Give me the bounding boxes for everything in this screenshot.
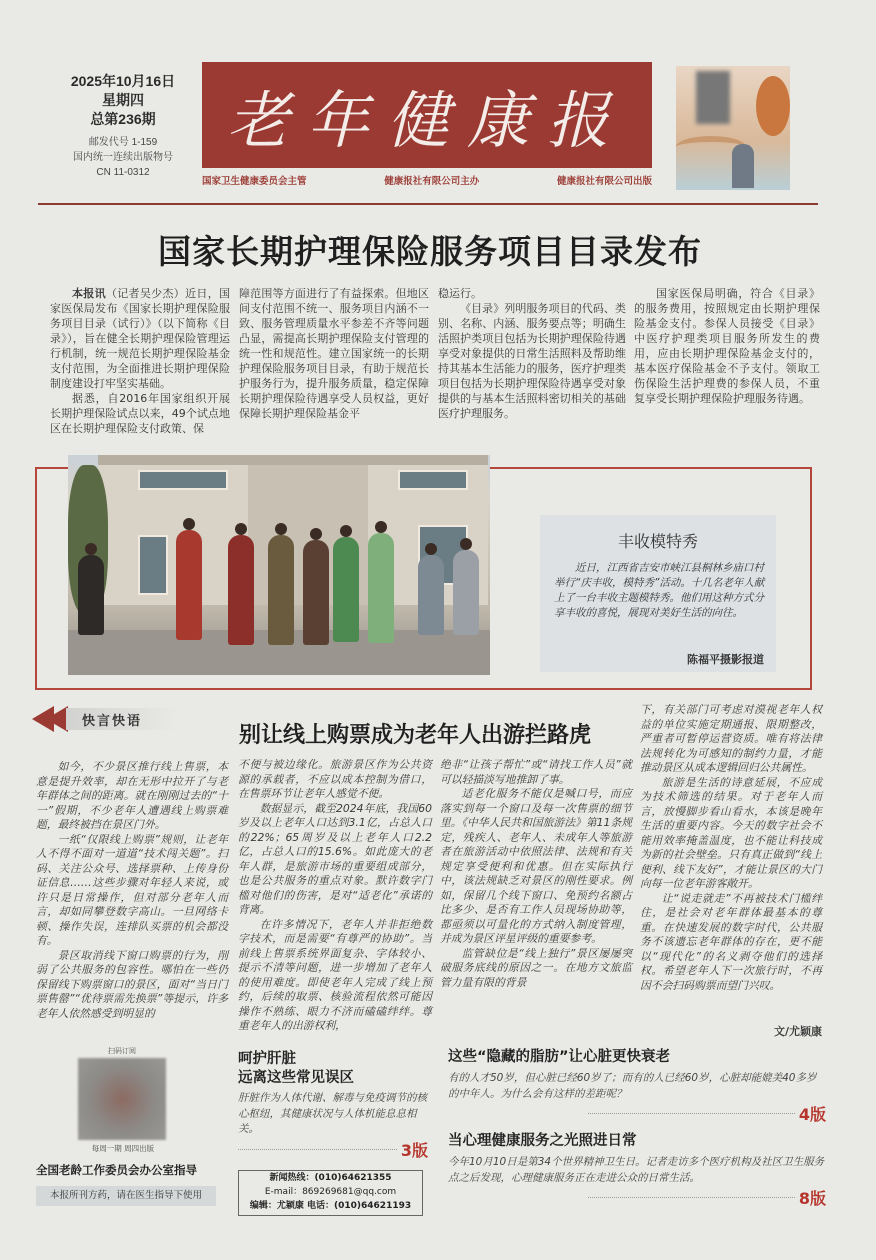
teaser-title: 当心理健康服务之光照进日常 bbox=[448, 1133, 637, 1149]
qr-bottom-label: 每周一期 周四出版 bbox=[91, 1144, 155, 1153]
editor-contact: 编辑：尤颖康 电话：(010)64621193 bbox=[249, 1201, 412, 1211]
page-reference: 4版 bbox=[798, 1105, 826, 1124]
photo-caption-box bbox=[540, 515, 776, 672]
dateline: 本报讯 bbox=[72, 287, 106, 300]
paragraph bbox=[438, 301, 626, 421]
ad-blurred-qr bbox=[696, 71, 730, 124]
masthead-rule bbox=[38, 203, 818, 205]
paragraph bbox=[634, 286, 820, 406]
paragraph bbox=[438, 286, 626, 301]
photo-frame-bottom bbox=[35, 688, 812, 690]
lead-headline: 国家长期护理保险服务项目目录发布 bbox=[158, 232, 702, 271]
issue-weekday: 星期四 bbox=[102, 92, 144, 108]
paragraph bbox=[239, 286, 429, 421]
guidance-text: 全国老龄工作委员会办公室指导 bbox=[36, 1163, 197, 1177]
opinion-column-4 bbox=[640, 703, 822, 993]
masthead-banner bbox=[202, 62, 652, 168]
paragraph-text: （记者吴少杰）近日，国家医保局发布《国家长期护理保险服务项目目录（试行）》（以下简称《目录》），旨在健全长期护理保险管理运行机制，统一规范长期护理保险基金支付范围，为全面推进长期护理保险制度建设打牢坚实基础。 bbox=[50, 287, 231, 390]
photo-credit: 陈福平摄影报道 bbox=[687, 653, 764, 666]
paragraph bbox=[640, 703, 822, 776]
paragraph-text: 绝非“让孩子帮忙”或“请找工作人员”就可以轻描淡写地推卸了事。 bbox=[440, 758, 632, 786]
subscribe-qr-code[interactable] bbox=[78, 1058, 166, 1140]
paragraph bbox=[640, 892, 822, 994]
opinion-byline: 文/尤颖康 bbox=[773, 1025, 822, 1038]
opinion-column-1 bbox=[36, 760, 228, 1021]
paragraph bbox=[36, 833, 228, 949]
teaser-title-line-1: 呵护肝脏 bbox=[238, 1051, 296, 1067]
ad-tree bbox=[756, 76, 790, 136]
paragraph bbox=[50, 286, 230, 391]
paragraph-text: 《目录》列明服务项目的代码、类别、名称、内涵、服务要点等；明确生活照护类项目包括为长期护理保险待遇享受对象提供的日常生活照料及帮助维持其基本生活能力的服务，医疗护理类项目包括为长期护理保险待遇享受对象提供的与基本生活照料密切相关的基础医疗护理服务。 bbox=[438, 302, 626, 420]
paragraph-text: 旅游是生活的诗意延展，不应成为技术筛选的结果。对于老年人而言，放慢脚步看山看水，本该是晚年生活的重要内容。今天的数字社会不能用效率掩盖温度，也不能让科技成为新的社会壁垒。只有真正做到“线上便利、线下友好”，才能让景区的大门向每一位老年游客敞开。 bbox=[640, 775, 822, 890]
lead-column-1 bbox=[50, 286, 230, 436]
paragraph-text: 在许多情况下，老年人并非拒绝数字技术，而是需要“有尊严的协助”。当前线上售票系统界面复杂、字体较小、提示不清等问题，进一步增加了老年人的使用难度。即使老年人完成了线上预约，后续的取票、核验流程依然可能因操作不熟练、眼力不济而磕磕绊绊。尊重老年人的出游权利， bbox=[238, 917, 432, 1032]
paragraph-text: 监管缺位是“线上独行”景区屡屡突破服务底线的原因之一。在地方文旅监管力量有限的背景 bbox=[440, 946, 632, 989]
paragraph-text: 国家医保局明确，符合《目录》的服务费用，按照规定由长期护理保险基金支付。参保人员接受《目录》中医疗护理类项目服务所发生的费用，应由长期护理保险基金支付的，基本医疗保险基金不予支付。领取工伤保险生活护理费的参保人员，不重复享受长期护理保险护理服务待遇。 bbox=[634, 287, 820, 405]
paragraph-text: 障范围等方面进行了有益探索。但地区间支付范围不统一、服务项目内涵不一致、服务管理质量水平参差不齐等问题凸显，需提高长期护理保险支付管理的统一性和规范性。建立国家统一的长期护理保险服务项目目录，有助于规范长护服务行为，提升服务质量，稳定保障长期护理保险待遇享受人员权益，更好保障长期护理保险基金平 bbox=[239, 287, 429, 420]
photo-frame-left bbox=[35, 467, 37, 690]
teaser-mental-health[interactable] bbox=[448, 1132, 826, 1209]
opinion-column-2 bbox=[238, 758, 432, 1034]
ad-elderly-couple bbox=[732, 144, 754, 188]
qr-top-label: 扫码订阅 bbox=[108, 1047, 136, 1055]
teaser-liver[interactable] bbox=[238, 1050, 428, 1161]
lead-column-4 bbox=[634, 286, 820, 406]
paragraph bbox=[238, 918, 432, 1034]
teaser-text: 肝脏作为人体代谢、解毒与免疫调节的核心枢纽，其健康状况与人体机能息息相关。 bbox=[238, 1092, 427, 1135]
opinion-column-3 bbox=[440, 758, 632, 990]
paragraph-text: 稳运行。 bbox=[438, 287, 482, 300]
opinion-headline: 别让线上购票成为老年人出游拦路虎 bbox=[238, 723, 591, 748]
sponsor-supervisor: 国家卫生健康委员会主管 bbox=[202, 176, 307, 187]
paragraph bbox=[238, 758, 432, 802]
teaser-heart[interactable] bbox=[448, 1048, 826, 1125]
paragraph bbox=[238, 802, 432, 918]
postal-code: 邮发代号 1-159 bbox=[88, 137, 158, 148]
sponsors bbox=[202, 173, 652, 187]
page-reference: 3版 bbox=[400, 1140, 428, 1160]
paragraph bbox=[440, 758, 632, 787]
paragraph-text: 数据显示，截至2024年底，我国60岁及以上老年人口达到3.1亿，占总人口的22%；65周岁及以上老年人口2.2亿，占总人口的15.6%。如此庞大的老年人群，是旅游市场的重要组成部分，也是公共服务的重点对象。默许数字门槛对他们的伤害，是对“适老化”承诺的背离。 bbox=[238, 801, 432, 916]
photo-frame-right bbox=[810, 467, 812, 690]
teaser-title: 这些“隐藏的脂肪”让心脏更快衰老 bbox=[448, 1049, 671, 1065]
paragraph-text: 景区取消线下窗口购票的行为，削弱了公共服务的包容性。哪怕在一些仍保留线下购票窗口的景区，面对“当日门票售罄”“优待票需先换票”等提示，许多老年人依然感受到明显的 bbox=[36, 948, 228, 1020]
lead-column-3 bbox=[438, 286, 626, 421]
sponsor-host: 健康报社有限公司主办 bbox=[384, 176, 480, 187]
contact-box bbox=[238, 1170, 423, 1216]
paragraph-text: 下，有关部门可考虑对漠视老年人权益的单位实施定期通报、限期整改，严重者可暂停运营资质。唯有将法律法规转化为可感知的制约力量，才能推动景区从成本逻辑回归公共属性。 bbox=[640, 703, 822, 774]
cn-number: CN 11-0312 bbox=[96, 167, 150, 178]
contact-email: E-mail：869269681@qq.com bbox=[264, 1187, 397, 1197]
paragraph-text: 一纸“仅限线上购票”规则，让老年人不得不面对一道道“技术闯关题”。扫码、关注公众号、选择票种、上传身份证信息……这些步骤对年轻人来说，或许只是日常操作，但对部分老年人而言，却如同攀登数字高山。一旦网络卡顿、操作失误，连排队买票的机会都没有。 bbox=[36, 832, 228, 947]
paragraph-text: 适老化服务不能仅是喊口号，而应落实到每一个窗口及每一次售票的细节里。《中华人民共和国旅游法》第11条规定，残疾人、老年人、未成年人等旅游者在旅游活动中依照法律、法规和有关规定享受便利和优惠。但在实际执行中，该法规缺乏对景区的刚性要求。例如，保留几个线下窗口、免预约名额占比多少、是否有工作人员现场协助等，都亟须以可量化的方式纳入制度管理，并成为景区评星评级的重要参考。 bbox=[440, 787, 632, 945]
news-hotline: 新闻热线：(010)64621355 bbox=[269, 1173, 392, 1183]
section-label-banner bbox=[32, 706, 182, 734]
issue-date: 2025年10月16日 bbox=[70, 73, 176, 89]
section-label: 快言快语 bbox=[82, 714, 143, 729]
photo-feature-title: 丰收模特秀 bbox=[617, 532, 698, 551]
paragraph-text: 如今，不少景区推行线上售票，本意是提升效率，却在无形中拉开了与老年群体之间的距离。就在刚刚过去的“十一”假期，不少老年人遭遇线上购票难题，最终被挡在景区门外。 bbox=[36, 760, 228, 831]
medical-notice: 本报所刊方药，请在医生指导下使用 bbox=[36, 1186, 216, 1206]
teaser-text: 有的人才50岁，但心脏已经60岁了；而有的人已经60岁，心脏却能媲美40多岁的中年人。为什么会有这样的差距呢？ bbox=[448, 1072, 817, 1100]
issue-info bbox=[58, 72, 188, 180]
issue-number: 总第236期 bbox=[90, 111, 156, 127]
sponsor-publisher: 健康报社有限公司出版 bbox=[556, 176, 652, 187]
paragraph bbox=[36, 760, 228, 833]
serial-label: 国内统一连续出版物号 bbox=[73, 152, 173, 163]
chevron-left-icon bbox=[46, 706, 68, 732]
page-reference: 8版 bbox=[798, 1189, 826, 1208]
paragraph bbox=[440, 947, 632, 991]
harvest-model-show-photo bbox=[68, 455, 490, 675]
teaser-title-line-2: 远离这些常见误区 bbox=[238, 1070, 354, 1086]
paragraph bbox=[640, 776, 822, 892]
masthead-ad-image bbox=[676, 66, 790, 190]
teaser-text: 今年10月10日是第34个世界精神卫生日。记者走访多个医疗机构及社区卫生服务点之后发现，心理健康服务正在走进公众的日常生活。 bbox=[448, 1156, 825, 1184]
newspaper-title: 老年健康报 bbox=[226, 83, 627, 157]
paragraph bbox=[440, 787, 632, 947]
paragraph bbox=[50, 391, 230, 436]
lead-column-2 bbox=[239, 286, 429, 421]
paragraph-text: 让“说走就走”不再被技术门槛绊住，是社会对老年群体最基本的尊重。在快速发展的数字时代，公共服务不该遗忘老年群体的存在，更不能以“现代化”的名义剥夺他们的选择权。希望老年人下一次旅行时，不再因不会扫码购票而望门兴叹。 bbox=[640, 891, 822, 992]
photo-caption: 近日，江西省吉安市峡江县桐林乡庙口村举行“庆丰收，模特秀”活动。十几名老年人献上了一台丰收主题模特秀。他们用这种方式分享丰收的喜悦，展现对美好生活的向往。 bbox=[554, 562, 765, 619]
paragraph-text: 据悉，自2016年国家组织开展长期护理保险试点以来，49个试点地区在长期护理保险支付政策、保 bbox=[50, 392, 230, 435]
paragraph-text: 不便与被边缘化。旅游景区作为公共资源的承载者，不应以成本控制为借口，在售票环节让老年人感觉不便。 bbox=[238, 758, 432, 800]
paragraph bbox=[36, 949, 228, 1022]
